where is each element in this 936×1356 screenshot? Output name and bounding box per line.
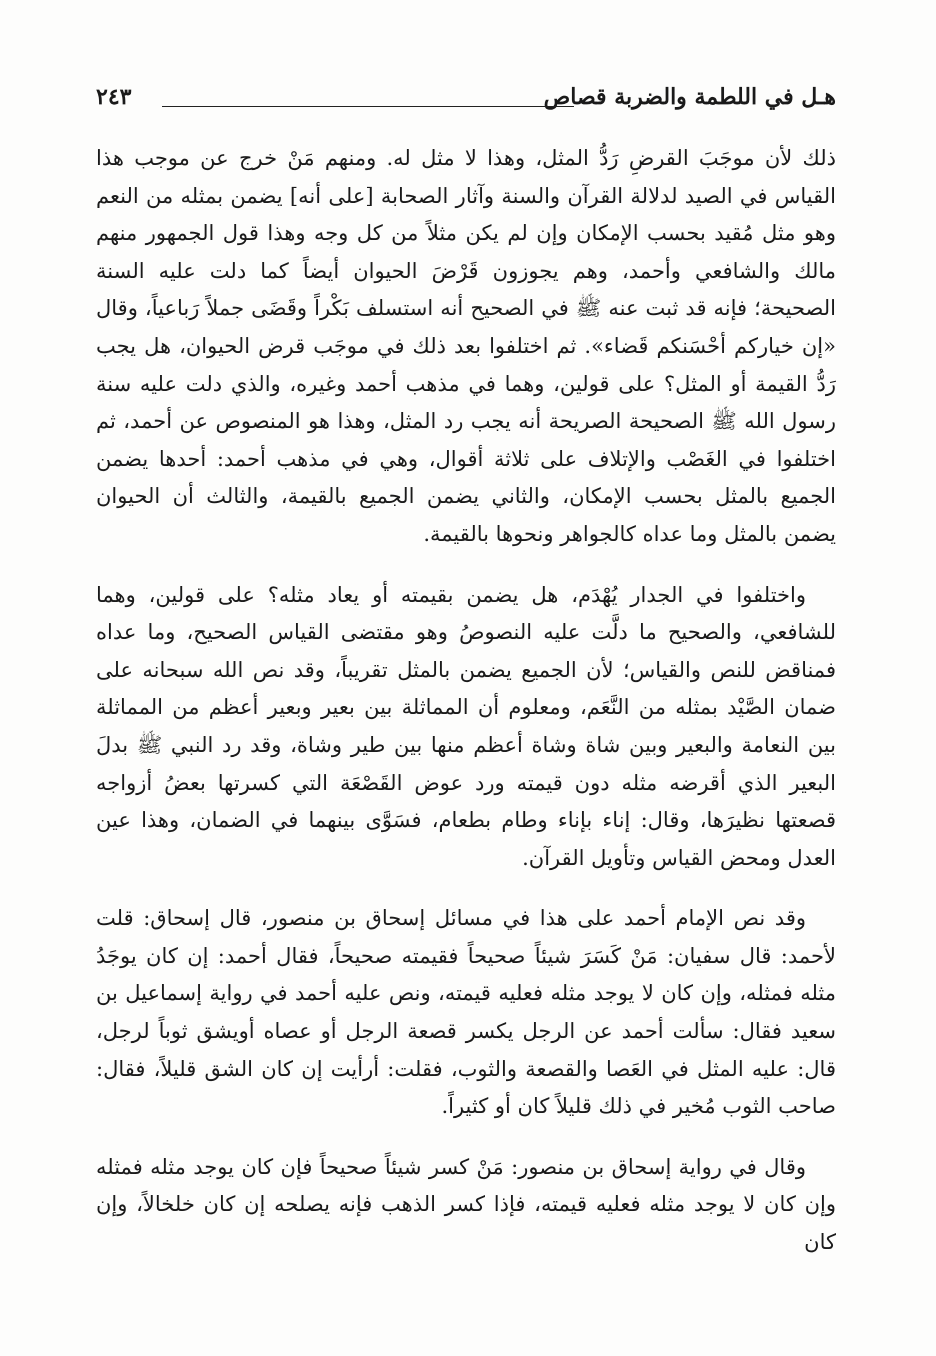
body-text xyxy=(96,140,836,1262)
paragraph: وقال في رواية إسحاق بن منصور: مَنْ كسر شيئاً صحيحاً فإن كان يوجد مثله فمثله وإن كان لا يوجد مثله فعليه قيمته، فإذا كسر الذهب فإنه يصلحه إن كان خلخالاً، وإن كان xyxy=(96,1154,836,1255)
paragraph: واختلفوا في الجدار يُهْدَم، هل يضمن بقيمته أو يعاد مثله؟ على قولين، وهما للشافعي، والصحيح ما دلَّت عليه النصوصُ وهو مقتضى القياس الصحيح، وما عداه فمناقض للنص والقياس؛ لأن الجميع يضمن بالمثل تقريباً، وقد نص الله سبحانه على ضمان الصَّيْد بمثله من النَّعَم، ومعلوم أن المماثلة بين بعير وبعير أعظم من المماثلة بين النعامة والبعير وبين شاة وشاة أعظم منها بين طير وشاة، وقد رد النبي ﷺ بدلَ البعير الذي أقرضه مثله دون قيمته ورد عوض القَصْعَة التي كسرتها بعضُ أزواجه قصعتها نظيرَها، وقال: إناء بإناء وطام بطعام، فسَوَّى بينهما في الضمان، وهذا عين العدل ومحض القياس وتأويل القرآن. xyxy=(96,582,836,870)
running-header xyxy=(96,82,836,126)
chapter-title: هـل في اللطمة والضربة قصاص xyxy=(543,84,836,110)
page-number: ٢٤٣ xyxy=(96,84,132,110)
paragraph: ذلك لأن موجَبَ القرضِ رَدُّ المثل، وهذا لا مثل له. ومنهم مَنْ خرج عن موجب هذا القياس في الصيد لدلالة القرآن والسنة وآثار الصحابة [على أنه] يضمن بمثله من النعم وهو مثل مُقيد بحسب الإمكان وإن لم يكن مثلاً من كل وجه وهذا قول الجمهور منهم مالك والشافعي وأحمد، وهم يجوزون قَرْضَ الحيوان أيضاً كما دلت عليه السنة الصحيحة؛ فإنه قد ثبت عنه ﷺ في الصحيح أنه استسلف بَكْراً وقَضَى جملاً رَباعياً، وقال «إن خياركم أحْسَنكم قَضاء». ثم اختلفوا بعد ذلك في موجَب قرض الحيوان، هل يجب رَدُّ القيمة أو المثل؟ على قولين، وهما في مذهب أحمد وغيره، والذي دلت عليه سنة رسول الله ﷺ الصحيحة الصريحة أنه يجب رد المثل، وهذا هو المنصوص عن أحمد، ثم اختلفوا في الغَصْب والإتلاف على ثلاثة أقوال، وهي في مذهب أحمد: أحدها يضمن الجميع بالمثل بحسب الإمكان، والثاني يضمن الجميع بالقيمة، والثالث أن الحيوان يضمن بالمثل وما عداه كالجواهر ونحوها بالقيمة. xyxy=(96,146,836,546)
paragraph: وقد نص الإمام أحمد على هذا في مسائل إسحاق بن منصور، قال إسحاق: قلت لأحمد: قال سفيان: مَنْ كَسَرَ شيئاً صحيحاً فقيمته صحيحاً، فقال أحمد: إن كان يوجَدُ مثله فمثله، وإن كان لا يوجد مثله فعليه قيمته، ونص عليه أحمد في رواية إسماعيل بن سعيد فقال: سألت أحمد عن الرجل يكسر قصعة الرجل أو عصاه أويشق ثوباً لرجل، قال: عليه المثل في العَصا والقصعة والثوب، فقلت: أرأيت إن كان الشق قليلاً، فقال: صاحب الثوب مُخير في ذلك قليلاً كان أو كثيراً. xyxy=(96,906,836,1119)
header-rule xyxy=(162,106,574,107)
